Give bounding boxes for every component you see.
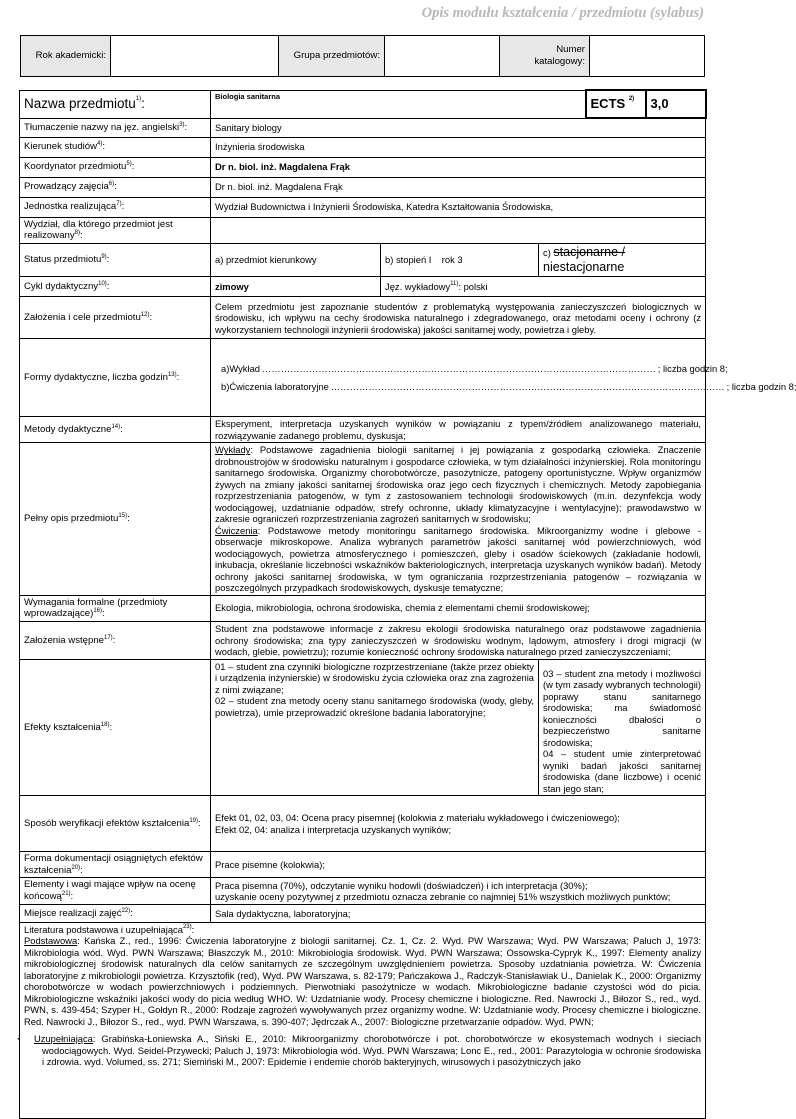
outcomes-left: 01 – student zna czynniki biologiczne rozprzestrzeniane (także przez obiekty i urządzenia inżynierskie) w środowisku życia człowieka oraz zna zagrożenia z nimi związane; 02 – student zna metody oceny stanu sanitarnego środowiska (wody, gleby, powietrza), umie przeprowadzić określone badania laboratoryjne; [211, 659, 539, 795]
status-row [20, 243, 706, 277]
documentation-row [20, 852, 706, 878]
coordinator-row [20, 157, 706, 177]
literature-row [20, 922, 706, 1118]
instructor-value: Dr n. biol. inż. Magdalena Frąk [211, 177, 706, 197]
catalog-header-table [20, 35, 705, 77]
faculty-value [211, 217, 706, 243]
ects-label: ECTS $^{2)}$ [586, 90, 646, 118]
field-of-study-label: Kierunek studiów$^{4)}$: [20, 137, 211, 157]
unit-row [20, 197, 706, 217]
location-row [20, 904, 706, 922]
goals-label: Założenia i cele przedmiotu$^{12)}$: [20, 297, 211, 339]
requirements-row [20, 595, 706, 621]
literature-supplementary: · Uzupełniająca: Grabińska-Łoniewska A., Siński E., 2010: Mikroorganizmy chorobotwórcze i pot. chorobotwórcze w ekosystemach wodnych i sieciach wodociągowych. Wyd. Seidel-Przywecki; Paluch J, 1973: Mikrobiologia wód. Wyd. PWN Warszawa; Lonc E., red., 2001: Parazytologia w ochronie środowiska i zdrowia. wyd. Volumed, ss. 271; Siemiński M., 2007: Epidemie i endemie chorób bakteryjnych, wirusowych i pasożytniczych jako [34, 1033, 701, 1067]
course-name-row [20, 90, 706, 118]
language-value: Jęz. wykładowy$^{11)}$: polski [381, 277, 706, 297]
verification-label: Sposób weryfikacji efektów kształcenia$^{19)}$: [20, 796, 211, 852]
verification-row [20, 796, 706, 852]
outcomes-right: 03 – student zna metody i możliwości (w tym zasady wybranych technologii) poprawy stanu sanitarnego środowiska; ma świadomość konieczności dbałości o bezpieczeństwo sanitarne środowiska; 04 – student umie zinterpretować wyniki badań jakości sanitarnej środowiska (dane liczbowe) i ocenić stan jego stan; [539, 659, 706, 795]
document-header-title: Opis modułu kształcenia / przedmiotu (sylabus) [421, 5, 704, 21]
ects-value: 3,0 [646, 90, 706, 118]
unit-value: Wydział Budownictwa i Inżynierii Środowiska, Katedra Kształtowania Środowiska, [211, 197, 706, 217]
weights-row [20, 878, 706, 904]
literature-basic: Podstawowa: Kańska Z., red., 1996: Ćwiczenia laboratoryjne z biologii sanitarnej. Cz. 1, Cz. 2. Wyd. PW Warszawa; Wyd. PW Warszawa; Paluch J, 1973: Mikrobiologia wód. Wyd. PWN Warszawa; Błaszczyk M., 2010: Mikrobiologia środowisk. Wyd. PWN Warszawa; Ossowska-Cypryk K., 1997: Elementy analizy mikrobiologicznej środowisk naturalnych dla celów sanitarnych ze szczególnym uwzględnieniem powietrza. Sposoby uzdatniania powietrza. W: Ćwiczenia laboratoryjne z mikrobiologii powietrza. Krzysztofik (red), Wyd. PW Warszawa, s. 82-179; Pańczakowa J., Radczyk-Stanisławiak U., Danielak K., 2000: Organizmy chorobotwórcze w wodach powierzchniowych i podziemnych. Pierwotniaki pasożytnicze w wodach. Mikrobiologiczne badanie czystości wód do picia. Mikrobiologiczne wskaźniki jakości wody do picia według WHO. W: Uzdatnianie wody. Procesy chemiczne i biologiczne. Red. Nawrocki J., Biłozor S., red., wyd. PWN, s. 439-454; Szyper H., Gołdyn R., 2000: Rodzaje zagrożeń wywoływanych przez organizmy wodne. W: Uzdatnianie wody. Procesy chemiczne i biologiczne. Red. Nawrocki J., Biłozor S., red., wyd. PWN Warszawa, s. 390-407; Jędrczak A., 2007: Biologiczne przetwarzanie odpadów. Wyd. PWN; [24, 935, 702, 1027]
literature-label: Literatura podstawowa i uzupełniająca$^{23)}$: [24, 923, 195, 935]
verification-value: Efekt 01, 02, 03, 04: Ocena pracy pisemnej (kolokwia z materiału wykładowego i ćwiczeniowego); Efekt 02, 04: analiza i interpretacja uzyskanych wyników; [211, 796, 706, 852]
outcomes-label: Efekty kształcenia$^{18)}$: [20, 659, 211, 795]
coordinator-label: Koordynator przedmiotu$^{5)}$: [20, 157, 211, 177]
catalog-number-field [590, 36, 705, 77]
course-name-label: Nazwa przedmiotu$^{1)}$: [20, 90, 211, 118]
subject-group-label: Grupa przedmiotów: [279, 36, 385, 77]
faculty-row [20, 217, 706, 243]
cycle-row [20, 277, 706, 297]
teaching-form-lecture: a) Wykład ……………………………………………………………………………………………………………… ; liczba godzin 8; [221, 363, 728, 375]
prerequisites-label: Założenia wstępne$^{17)}$: [20, 621, 211, 659]
methods-value: Eksperyment, interpretacja uzyskanych wyników w powiązaniu z typem/źródłem analizowanego materiału, rozwiązywanie zadanego problemu, dyskusja; [211, 417, 706, 443]
full-description-row [20, 443, 706, 595]
faculty-label: Wydział, dla którego przedmiot jest realizowany$^{8)}$: [20, 217, 211, 243]
location-label: Miejsce realizacji zajęć$^{22)}$: [20, 904, 211, 922]
teaching-forms-label: Formy dydaktyczne, liczba godzin$^{13)}$: [20, 339, 211, 417]
coordinator-value: Dr n. biol. inż. Magdalena Frąk [211, 157, 706, 177]
requirements-label: Wymagania formalne (przedmioty wprowadzające)$^{16)}$: [20, 595, 211, 621]
english-name-row [20, 118, 706, 137]
goals-value: Celem przedmiotu jest zapoznanie studentów z problematyką występowania zanieczyszczeń biologicznych w środowisku, ich wpływu na cechy środowiska naturalnego i zdegradowanego, oraz metodami oceny i ochrony (z wykorzystaniem technologii inżynierii środowiska) jakości sanitarnej wody, powietrza i gleby. [211, 297, 706, 339]
syllabus-table [19, 89, 796, 1119]
documentation-label: Forma dokumentacji osiągniętych efektów kształcenia$^{20)}$: [20, 852, 211, 878]
methods-label: Metody dydaktyczne$^{14)}$: [20, 417, 211, 443]
instructor-row [20, 177, 706, 197]
outcomes-row [20, 659, 706, 795]
goals-row [20, 297, 706, 339]
cycle-value: zimowy [211, 277, 381, 297]
full-description-value: Wykłady: Podstawowe zagadnienia biologii sanitarnej i jej powiązania z gospodarką człowieka. Znaczenie drobnoustrojów w środowisku naturalnym i gospodarce człowieka, w tym działalności inżynierskiej. Rola monitoringu sanitarnego środowiska. Organizmy chorobotwórcze, pasożytnicze, patogeny oportunistyczne. Wpływ organizmów żywych na zmiany jakości sanitarnej środowiska oraz jego cech fizycznych i chemicznych. Metody zapobiegania rozprzestrzeniania patogenów, w tym z zastosowaniem technologii środowiskowych (m.in. dezynfekcja wody wodociągowej, uzdatnianie odpadów, strefy ochronne, układy klimatyzacyjne i wentylacyjne); prawodawstwo w zakresie ograniczeń rozprzestrzeniania zagrożeń sanitarnych w środowisku; Ćwiczenia: Podstawowe metody monitoringu sanitarnego środowiska. Mikroorganizmy wodne i glebowe - obserwacje mikroskopowe. Analiza wybranych parametrów jakości sanitarnej wód powierzchniowych, wód wodociągowych, powietrza atmosferycznego i pomieszczeń, gleby i osadów ściekowych (zakładanie hodowli, inkubacja, określanie liczebności wskaźników bakteriologicznych, interpretacja uzyskanych wyników badań). Metody ochrony jakości sanitarnej środowiska, w tym ograniczania rozprzestrzeniania patogenów – rozwiązania w poszczególnych przypadkach środowiskowych, dyskusje tematyczne; [211, 443, 706, 595]
location-value: Sala dydaktyczna, laboratoryjna; [211, 904, 706, 922]
status-label: Status przedmiotu$^{9)}$: [20, 243, 211, 277]
methods-row [20, 417, 706, 443]
subject-group-field [385, 36, 500, 77]
unit-label: Jednostka realizująca$^{7)}$: [20, 197, 211, 217]
academic-year-field [111, 36, 279, 77]
english-name-value: Sanitary biology [211, 118, 706, 137]
teaching-forms-value [211, 339, 796, 417]
full-description-label: Pełny opis przedmiotu$^{15)}$: [20, 443, 211, 595]
catalog-number-label: Numer katalogowy: [500, 36, 590, 77]
status-b: b) stopień I rok 3 [381, 243, 539, 277]
field-of-study-row [20, 137, 706, 157]
status-a: a) przedmiot kierunkowy [211, 243, 381, 277]
academic-year-label: Rok akademicki: [21, 36, 111, 77]
requirements-value: Ekologia, mikrobiologia, ochrona środowiska, chemia z elementami chemii środowiskowej; [211, 595, 706, 621]
cycle-label: Cykl dydaktyczny$^{10)}$: [20, 277, 211, 297]
documentation-value: Prace pisemne (kolokwia); [211, 852, 706, 878]
teaching-form-lab: b) Ćwiczenia laboratoryjne ……………………………………………………………………………………………………………… ; liczba godzin 8; [221, 380, 796, 392]
english-name-label: Tłumaczenie nazwy na jęz. angielski$^{3)}$: [20, 118, 211, 137]
literature-cell [20, 922, 706, 1118]
status-c: c) stacjonarne / niestacjonarne [539, 243, 706, 277]
weights-label: Elementy i wagi mające wpływ na ocenę końcową$^{21)}$: [20, 878, 211, 904]
course-name-value: Biologia sanitarna [211, 90, 586, 118]
instructor-label: Prowadzący zajęcia$^{6)}$: [20, 177, 211, 197]
field-of-study-value: Inżynieria środowiska [211, 137, 706, 157]
prerequisites-value: Student zna podstawowe informacje z zakresu ekologii środowiska naturalnego oraz podstawowe zagadnienia ochrony środowiska; zna typy zanieczyszczeń w środowisku wodnym, lądowym, atmosfery i drogi migracji (w wodach, glebie, powietrzu); rozumie konieczność ochrony środowiska naturalnego przed zanieczyszczeniami; [211, 621, 706, 659]
prerequisites-row [20, 621, 706, 659]
weights-value: Praca pisemna (70%), odczytanie wyniku hodowli (doświadczeń) i ich interpretacja (30%); uzyskanie oceny pozytywnej z przedmiotu oznacza zebranie co najmniej 51% wszystkich możliwych punktów; [211, 878, 706, 904]
teaching-forms-row [20, 339, 706, 417]
